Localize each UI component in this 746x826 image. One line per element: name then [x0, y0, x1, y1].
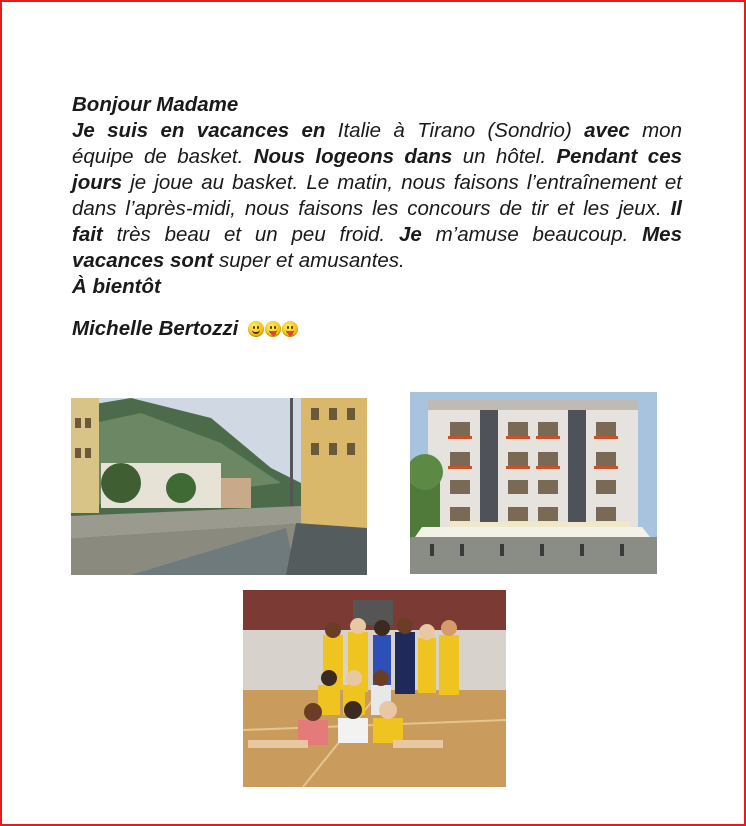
letter-segment: Pendant ces jours: [72, 145, 682, 194]
signature: Michelle Bertozzi: [72, 317, 239, 340]
letter: [72, 92, 682, 342]
wink-tongue-emoji-icon: [282, 321, 298, 337]
letter-segment: je joue au basket. Le matin, nous faisons l’entraînement et dans l’après-midi, nous faisons les concours de tir et les jeux.: [72, 171, 682, 220]
signature-line: [72, 316, 682, 342]
smile-emoji-icon: [248, 321, 264, 337]
greeting: Bonjour Madame: [72, 93, 239, 116]
closing: À bientôt: [72, 275, 161, 298]
letter-segment: m’amuse beaucoup.: [435, 223, 643, 246]
letter-segment: Il fait: [72, 197, 682, 246]
letter-segment: Mes vacances sont: [72, 223, 682, 272]
letter-segment: super et amusantes.: [219, 249, 405, 272]
river-street-photo: [71, 398, 367, 575]
tongue-out-emoji-icon: [265, 321, 281, 337]
letter-segment: Nous logeons dans: [253, 145, 463, 168]
letter-segment: mon équipe de basket.: [72, 119, 682, 168]
letter-segment: Italie à Tirano (Sondrio): [337, 119, 585, 142]
emoji-group: [248, 321, 298, 337]
letter-segment: Je suis en vacances en: [72, 119, 338, 142]
letter-segment: avec: [584, 119, 643, 142]
letter-body: [72, 118, 682, 274]
letter-segment: très beau et un peu froid.: [116, 223, 399, 246]
letter-segment: un hôtel.: [462, 145, 557, 168]
basketball-team-photo: [243, 590, 506, 787]
hotel-photo: [410, 392, 657, 574]
letter-segment: Je: [398, 223, 436, 246]
